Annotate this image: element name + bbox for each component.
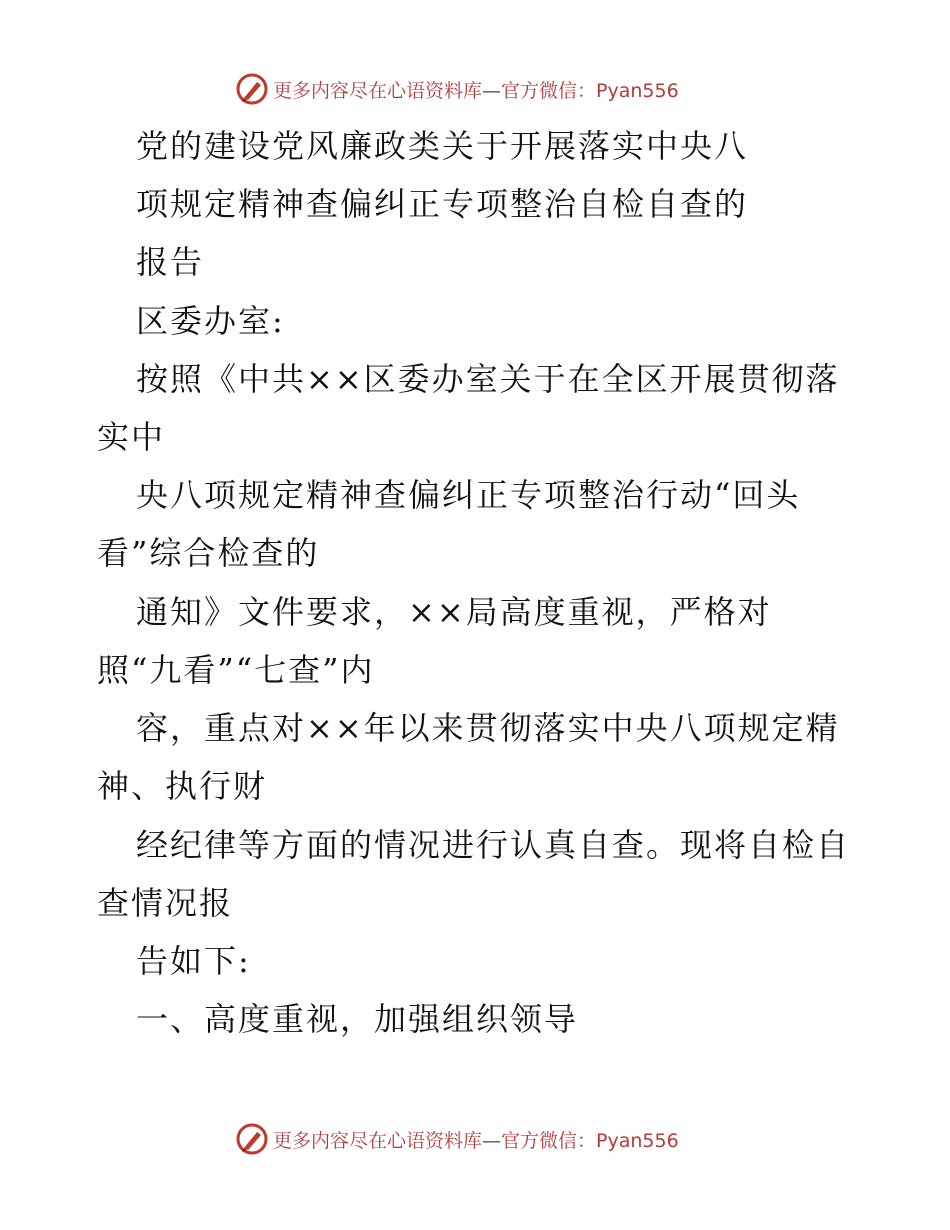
body-line: 实中 bbox=[97, 418, 166, 456]
banner-separator: — bbox=[482, 79, 502, 102]
addressee-line: 区委办室: bbox=[136, 302, 285, 340]
body-line: 按照《中共××区委办室关于在全区开展贯彻落 bbox=[136, 360, 840, 398]
section-heading: 一、高度重视，加强组织领导 bbox=[136, 1000, 579, 1038]
body-line: 照“九看”“七查”内 bbox=[97, 651, 375, 689]
banner-site-text: 更多内容尽在心语资料库 bbox=[273, 1129, 483, 1152]
banner-site-text: 更多内容尽在心语资料库 bbox=[273, 79, 483, 102]
body-line: 神、执行财 bbox=[97, 767, 268, 805]
header-banner bbox=[235, 71, 755, 107]
body-line: 看”综合检查的 bbox=[97, 534, 320, 572]
pen-logo-icon bbox=[235, 1122, 269, 1156]
title-line-2: 项规定精神查偏纠正专项整治自检自查的 bbox=[136, 185, 749, 223]
body-line: 通知》文件要求，××局高度重视，严格对 bbox=[136, 593, 772, 631]
pen-logo-icon bbox=[235, 72, 269, 106]
title-line-1: 党的建设党风廉政类关于开展落实中央八 bbox=[136, 127, 749, 165]
banner-wechat-text: 官方微信：Pyan556 bbox=[501, 1129, 679, 1152]
body-line: 查情况报 bbox=[97, 884, 234, 922]
banner-separator: — bbox=[482, 1129, 502, 1152]
body-line: 经纪律等方面的情况进行认真自查。现将自检自 bbox=[136, 826, 851, 864]
body-line: 容，重点对××年以来贯彻落实中央八项规定精 bbox=[136, 709, 840, 747]
banner-wechat-text: 官方微信：Pyan556 bbox=[501, 79, 679, 102]
title-line-3: 报告 bbox=[136, 243, 205, 281]
body-line: 告如下: bbox=[136, 942, 251, 980]
footer-banner bbox=[235, 1121, 755, 1157]
body-line: 央八项规定精神查偏纠正专项整治行动“回头 bbox=[136, 476, 801, 514]
